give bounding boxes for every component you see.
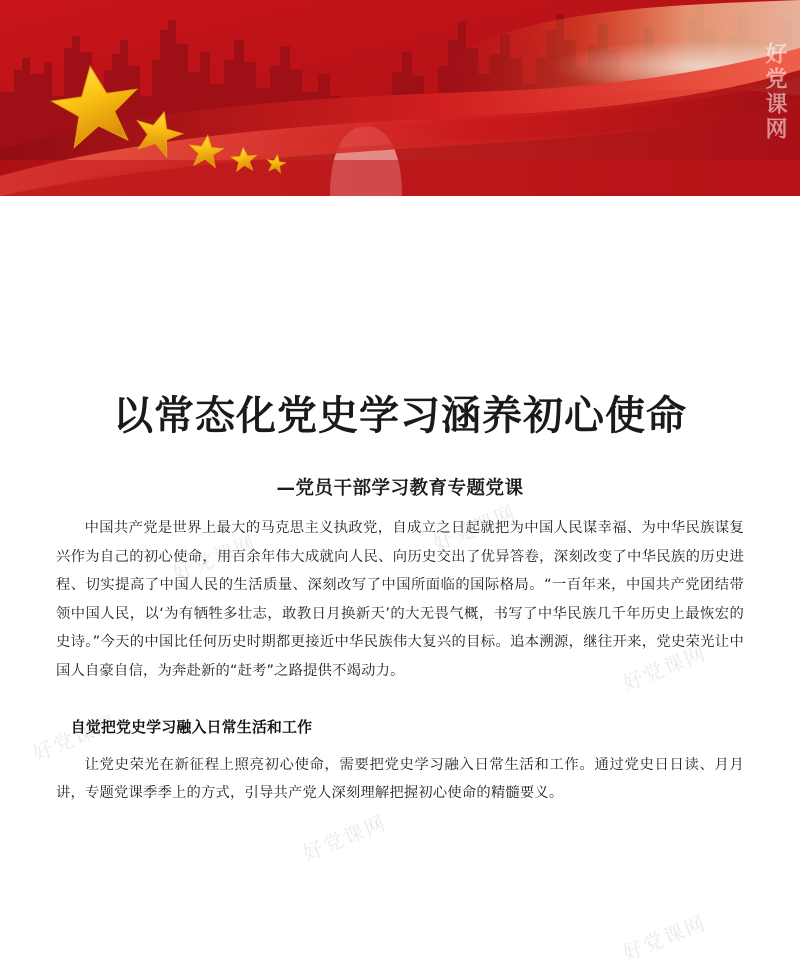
page-title: 以常态化党史学习涵养初心使命 [113,393,687,439]
paragraph-2: 让党史荣光在新征程上照亮初心使命，需要把党史学习融入日常生活和工作。通过党史日日读、月月讲，专题党课季季上的方式，引导共产党人深刻理解把握初心使命的精髓要义。 [56,756,744,802]
watermark-6: 好党课网 [619,910,710,966]
watermark-2: 好党课网 [429,500,520,556]
banner-graphic [0,0,800,196]
watermark-3: 好党课网 [619,640,710,696]
watermark-banner: 好党课网 [762,42,787,142]
page-subtitle: —党员干部学习教育专题党课 [276,478,524,499]
watermark-4: 好党课网 [29,710,120,766]
banner [0,0,800,196]
section-heading-1: 自觉把党史学习融入日常生活和工作 [70,718,313,736]
document-body [0,392,800,966]
paragraph-1: 中国共产党是世界上最大的马克思主义执政党，自成立之日起就把为中国人民谋幸福、为中华民族谋复兴作为自己的初心使命，用百余年伟大成就向人民、向历史交出了优异答卷，深刻改变了中华民族的历史进程、切实提高了中国人民的生活质量、深刻改写了中国所面临的国际格局。“一百年来，中国共产党团结带领中国人民，以‘为有牺牲多壮志，敢教日月换新天’的大无畏气概，书写了中华民族几千年历史上最恢宏的史诗。”今天的中国比任何历史时期都更接近中华民族伟大复兴的目标。追本溯源，继往开来，党史荣光让中国人自豪自信，为奔赴新的“赶考”之路提供不竭动力。 [56,520,744,679]
watermark-1: 好党课网 [169,530,260,586]
watermark-5: 好党课网 [299,810,390,866]
